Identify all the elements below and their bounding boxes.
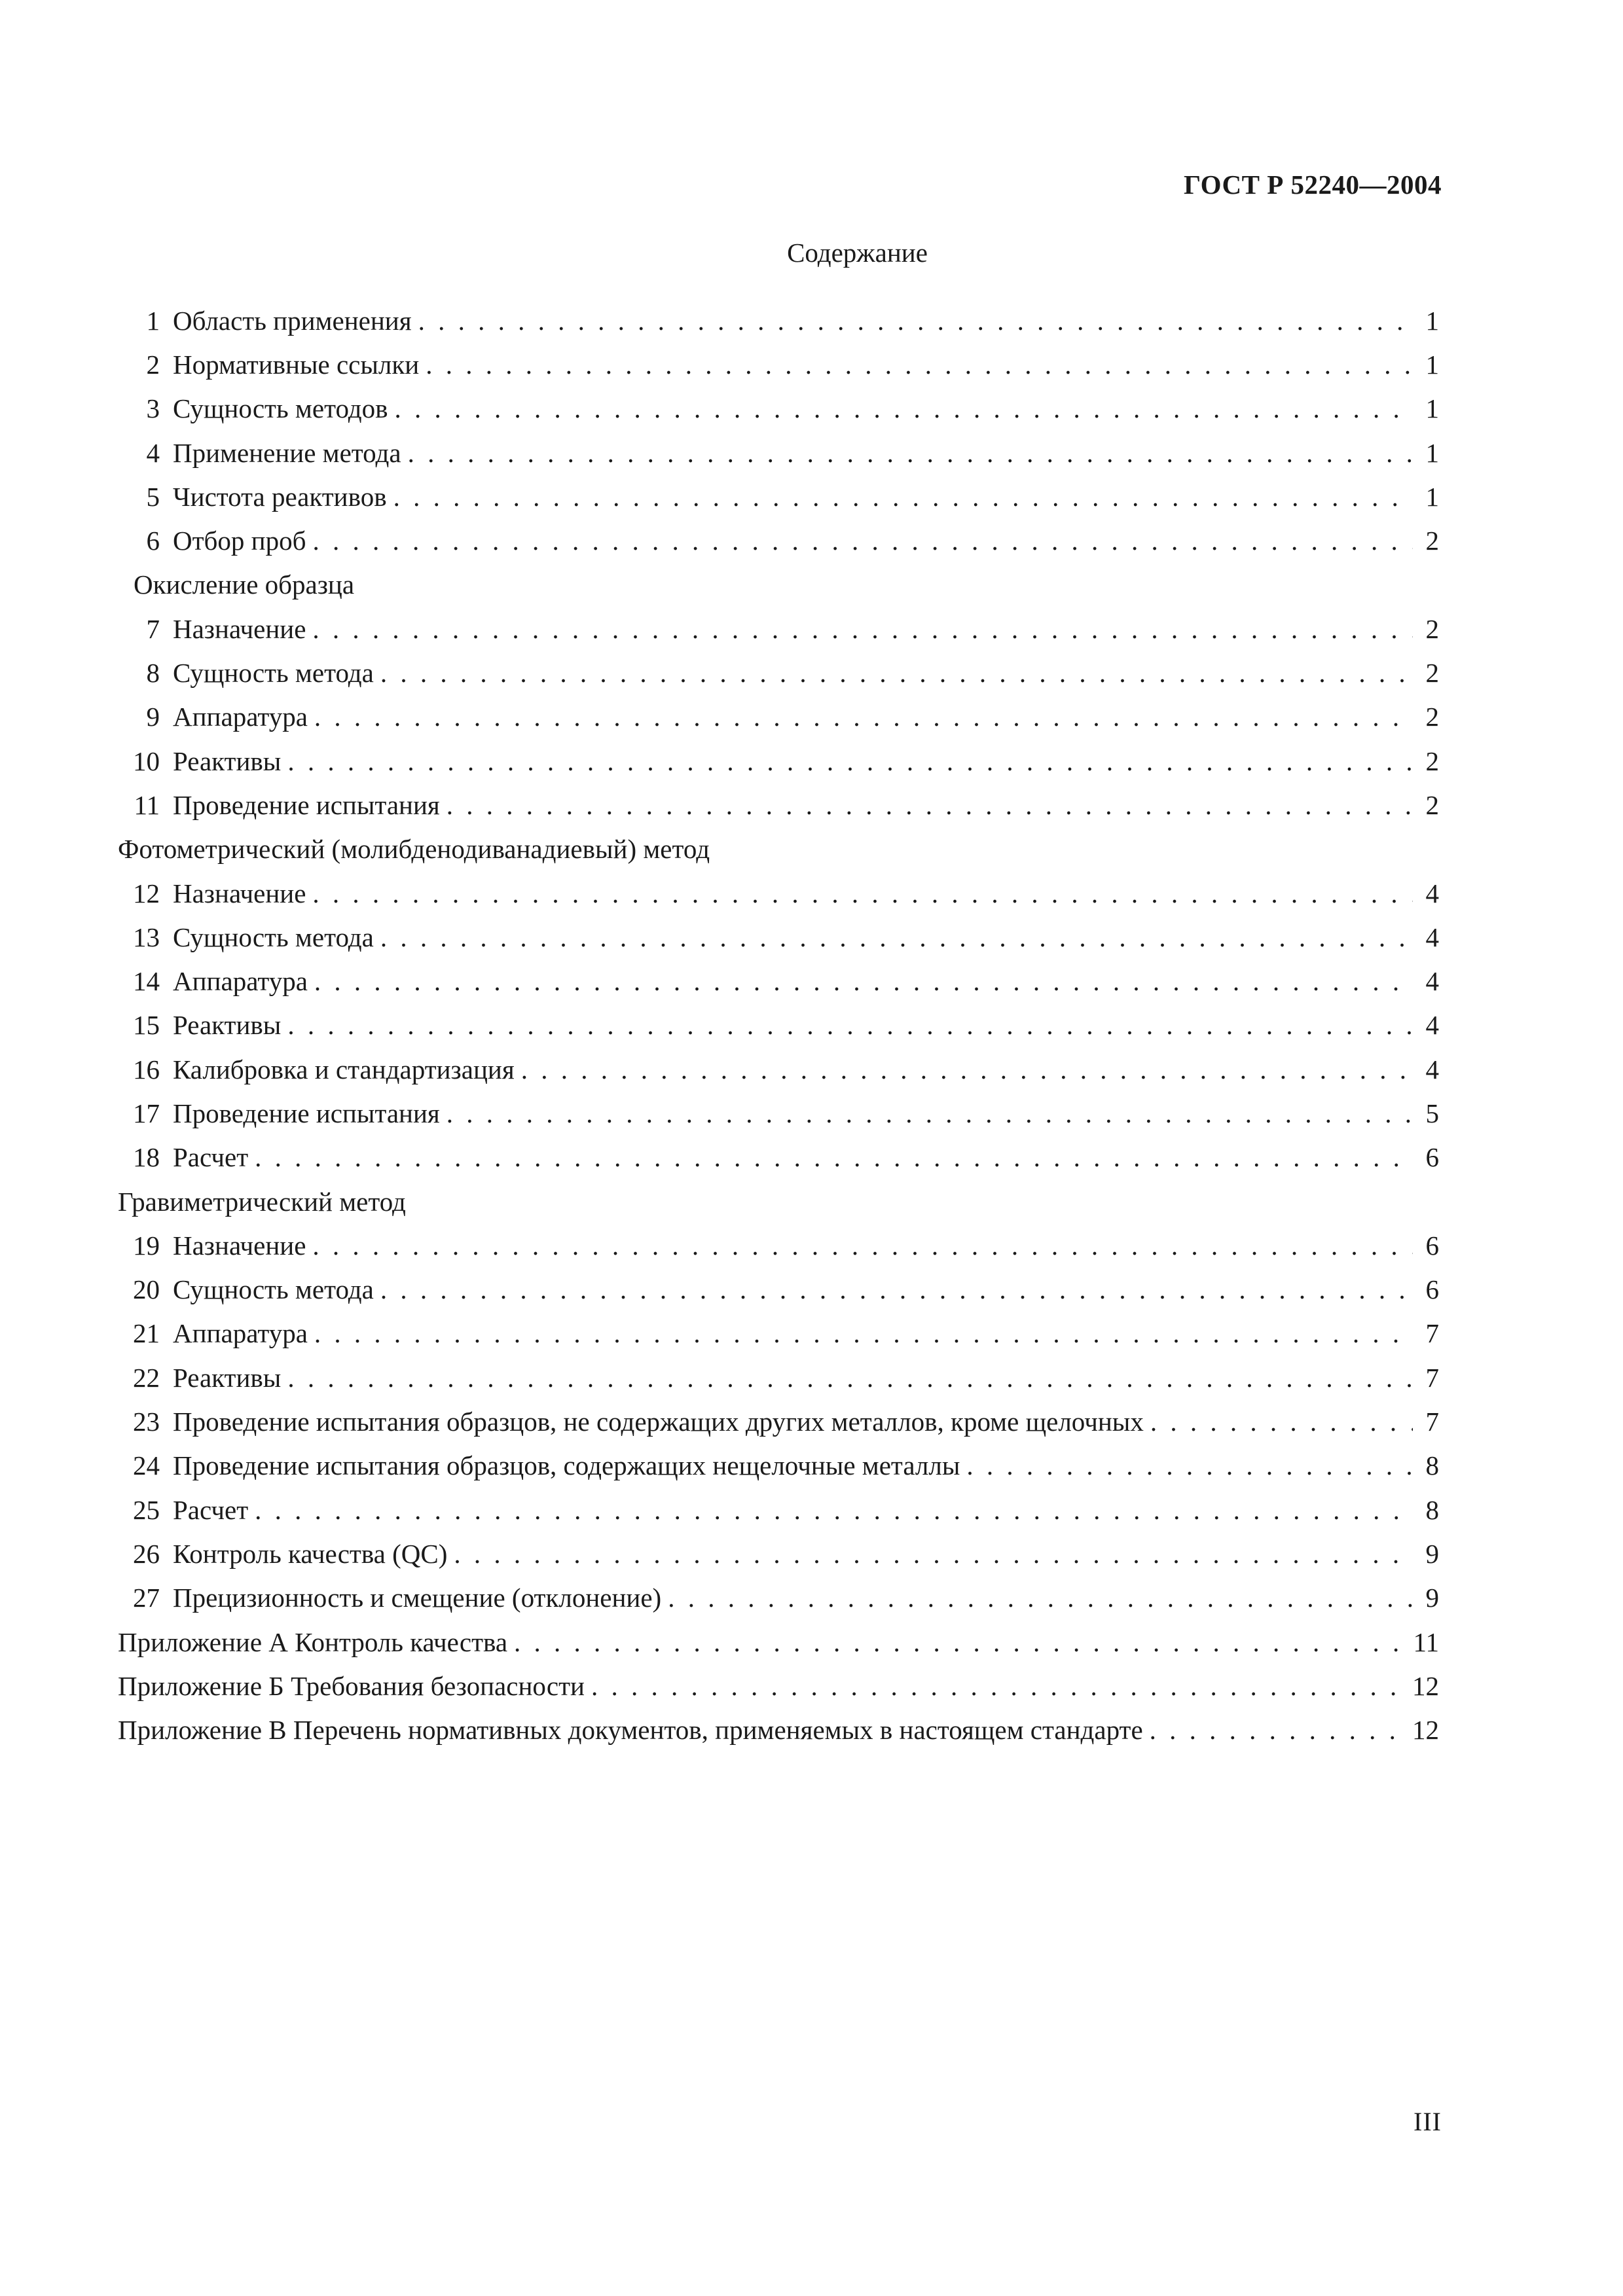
toc-entry-label: Приложение А Контроль качества xyxy=(118,1626,508,1657)
toc-entry-number: 4 xyxy=(146,437,160,468)
toc-entry-number: 24 xyxy=(133,1450,160,1481)
toc-entry-label: Окисление образца xyxy=(134,569,355,600)
toc-leader-dots xyxy=(408,437,1413,469)
toc-leader-dots xyxy=(255,1494,1413,1526)
toc-entry-number: 22 xyxy=(133,1362,160,1393)
toc-entry-page: 7 xyxy=(1425,1318,1439,1349)
toc-leader-dots xyxy=(514,1626,1406,1658)
toc-entry[interactable] xyxy=(118,387,1439,431)
toc-entry-label: Назначение xyxy=(173,878,306,908)
toc-entry[interactable] xyxy=(118,651,1439,694)
toc-leader-dots xyxy=(312,878,1413,909)
toc-entry-number: 3 xyxy=(146,393,160,424)
toc-entry-page: 6 xyxy=(1425,1230,1439,1261)
toc-entry-label: Реактивы xyxy=(173,1010,282,1041)
toc-entry[interactable] xyxy=(118,1136,1439,1179)
toc-entry-label: Проведение испытания образцов, не содержащих других металлов, кроме щелочных xyxy=(173,1407,1144,1437)
toc-leader-dots xyxy=(255,1141,1413,1173)
toc-entry-number: 16 xyxy=(133,1054,160,1085)
toc-entry-number: 20 xyxy=(133,1274,160,1305)
toc-entry-label: Калибровка и стандартизация xyxy=(173,1054,515,1085)
toc-entry-number: 14 xyxy=(133,966,160,997)
toc-leader-dots xyxy=(668,1582,1413,1613)
toc-appendix-entry[interactable] xyxy=(118,1620,1439,1664)
toc-entry-label: Проведение испытания xyxy=(173,789,440,820)
toc-leader-dots xyxy=(314,965,1413,997)
toc-entry-page: 12 xyxy=(1412,1670,1439,1701)
toc-entry-label: Приложение Б Требования безопасности xyxy=(118,1670,585,1701)
toc-leader-dots xyxy=(966,1450,1413,1481)
toc-entry-label: Контроль качества (QC) xyxy=(173,1538,448,1569)
toc-entry[interactable] xyxy=(118,739,1439,783)
toc-entry[interactable] xyxy=(118,1444,1439,1488)
toc-entry[interactable] xyxy=(118,959,1439,1003)
toc-leader-dots xyxy=(287,745,1413,777)
toc-entry-page: 4 xyxy=(1425,922,1439,952)
toc-entry[interactable] xyxy=(118,1576,1439,1620)
toc-entry[interactable] xyxy=(118,1488,1439,1532)
toc-entry[interactable] xyxy=(118,1355,1439,1399)
toc-entry[interactable] xyxy=(118,431,1439,475)
toc-leader-dots xyxy=(312,613,1413,645)
toc-entry-page: 8 xyxy=(1425,1450,1439,1481)
toc-entry-number: 8 xyxy=(146,658,160,689)
toc-leader-dots xyxy=(380,922,1413,953)
toc-entry[interactable] xyxy=(118,1312,1439,1355)
toc-section-heading[interactable] xyxy=(118,563,1439,607)
toc-entry[interactable] xyxy=(118,518,1439,562)
toc-entry-number: 27 xyxy=(133,1583,160,1613)
toc-appendix-entry[interactable] xyxy=(118,1664,1439,1708)
toc-entry[interactable] xyxy=(118,1091,1439,1135)
toc-entry-page: 6 xyxy=(1425,1142,1439,1173)
toc-entry-label: Сущность метода xyxy=(173,1274,374,1305)
table-of-contents xyxy=(118,298,1439,1752)
toc-entry-label: Отбор проб xyxy=(173,526,306,556)
toc-entry-number: 11 xyxy=(134,789,160,820)
toc-entry-page: 12 xyxy=(1412,1715,1439,1746)
toc-entry-number: 15 xyxy=(133,1010,160,1041)
toc-entry-page: 2 xyxy=(1425,613,1439,644)
toc-entry-page: 1 xyxy=(1425,437,1439,468)
toc-entry-page: 4 xyxy=(1425,1010,1439,1041)
toc-entry-number: 2 xyxy=(146,349,160,380)
toc-leader-dots xyxy=(1150,1406,1413,1437)
toc-entry-label: Аппаратура xyxy=(173,966,308,997)
toc-entry-label: Расчет xyxy=(173,1142,249,1173)
toc-leader-dots xyxy=(287,1009,1413,1041)
toc-entry-label: Прецизионность и смещение (отклонение) xyxy=(173,1583,662,1613)
toc-entry-label: Приложение В Перечень нормативных документов, применяемых в настоящем стандарте xyxy=(118,1715,1143,1746)
toc-leader-dots xyxy=(1150,1714,1406,1746)
toc-entry[interactable] xyxy=(118,1268,1439,1312)
toc-title: Содержание xyxy=(787,238,928,268)
toc-entry[interactable] xyxy=(118,1532,1439,1575)
toc-entry-label: Назначение xyxy=(173,613,306,644)
toc-entry-page: 2 xyxy=(1425,789,1439,820)
toc-entry[interactable] xyxy=(118,607,1439,651)
toc-entry-number: 19 xyxy=(133,1230,160,1261)
toc-entry-page: 1 xyxy=(1425,305,1439,336)
toc-entry-label: Расчет xyxy=(173,1494,249,1525)
toc-leader-dots xyxy=(394,393,1413,424)
toc-entry-page: 1 xyxy=(1425,349,1439,380)
toc-leader-dots xyxy=(521,1054,1413,1085)
toc-entry-number: 26 xyxy=(133,1538,160,1569)
toc-entry-label: Реактивы xyxy=(173,745,282,776)
toc-entry-label: Реактивы xyxy=(173,1362,282,1393)
toc-entry-page: 7 xyxy=(1425,1362,1439,1393)
toc-entry-number: 25 xyxy=(133,1494,160,1525)
toc-leader-dots xyxy=(380,1274,1413,1305)
toc-entry-page: 9 xyxy=(1425,1538,1439,1569)
toc-entry-page: 1 xyxy=(1425,393,1439,424)
toc-section-heading[interactable] xyxy=(118,827,1439,871)
document-code: ГОСТ Р 52240—2004 xyxy=(1184,170,1442,200)
toc-section-heading[interactable] xyxy=(118,1179,1439,1223)
toc-entry-label: Область применения xyxy=(173,305,412,336)
toc-entry-page: 2 xyxy=(1425,745,1439,776)
toc-entry-page: 2 xyxy=(1425,702,1439,732)
toc-entry-label: Назначение xyxy=(173,1230,306,1261)
toc-entry-page: 4 xyxy=(1425,966,1439,997)
toc-entry-label: Проведение испытания образцов, содержащих нещелочные металлы xyxy=(173,1450,960,1481)
toc-entry-page: 11 xyxy=(1413,1626,1439,1657)
toc-leader-dots xyxy=(312,525,1413,556)
toc-entry-number: 1 xyxy=(146,305,160,336)
toc-entry-number: 13 xyxy=(133,922,160,952)
toc-entry-label: Применение метода xyxy=(173,437,401,468)
toc-entry-label: Фотометрический (молибденодиванадиевый) метод xyxy=(118,834,710,865)
toc-entry[interactable] xyxy=(118,298,1439,342)
toc-entry-number: 21 xyxy=(133,1318,160,1349)
toc-entry-page: 1 xyxy=(1425,481,1439,512)
toc-leader-dots xyxy=(287,1362,1413,1393)
toc-entry-label: Проведение испытания xyxy=(173,1098,440,1128)
toc-leader-dots xyxy=(418,305,1413,336)
toc-entry-page: 4 xyxy=(1425,1054,1439,1085)
toc-entry-page: 9 xyxy=(1425,1583,1439,1613)
toc-entry[interactable] xyxy=(118,783,1439,827)
toc-entry-label: Чистота реактивов xyxy=(173,481,387,512)
toc-entry-label: Нормативные ссылки xyxy=(173,349,420,380)
toc-entry[interactable] xyxy=(118,871,1439,915)
toc-leader-dots xyxy=(447,789,1413,821)
toc-leader-dots xyxy=(447,1098,1413,1129)
toc-entry[interactable] xyxy=(118,695,1439,739)
toc-leader-dots xyxy=(314,701,1413,732)
toc-entry-number: 7 xyxy=(146,613,160,644)
toc-entry-page: 2 xyxy=(1425,658,1439,689)
toc-entry-number: 6 xyxy=(146,526,160,556)
toc-entry-number: 17 xyxy=(133,1098,160,1128)
toc-entry[interactable] xyxy=(118,1223,1439,1267)
toc-entry-page: 5 xyxy=(1425,1098,1439,1128)
toc-entry-label: Сущность метода xyxy=(173,658,374,689)
toc-entry-number: 18 xyxy=(133,1142,160,1173)
toc-entry-number: 10 xyxy=(133,745,160,776)
toc-entry[interactable] xyxy=(118,1003,1439,1047)
toc-entry-label: Аппаратура xyxy=(173,702,308,732)
toc-entry-label: Сущность методов xyxy=(173,393,388,424)
toc-entry-page: 8 xyxy=(1425,1494,1439,1525)
toc-leader-dots xyxy=(314,1318,1413,1349)
toc-entry-number: 9 xyxy=(146,702,160,732)
toc-leader-dots xyxy=(380,657,1413,689)
toc-leader-dots xyxy=(454,1538,1413,1570)
toc-leader-dots xyxy=(393,481,1413,512)
toc-entry-page: 7 xyxy=(1425,1407,1439,1437)
toc-entry[interactable] xyxy=(118,1399,1439,1443)
toc-leader-dots xyxy=(591,1670,1406,1702)
toc-entry-label: Сущность метода xyxy=(173,922,374,952)
toc-leader-dots xyxy=(426,349,1413,380)
toc-entry-label: Аппаратура xyxy=(173,1318,308,1349)
toc-appendix-entry[interactable] xyxy=(118,1708,1439,1752)
toc-entry[interactable] xyxy=(118,915,1439,959)
toc-entry-page: 2 xyxy=(1425,526,1439,556)
page-number: III xyxy=(1413,2107,1442,2136)
toc-entry-label: Гравиметрический метод xyxy=(118,1186,406,1217)
toc-entry[interactable] xyxy=(118,1047,1439,1091)
toc-leader-dots xyxy=(312,1230,1413,1261)
toc-entry[interactable] xyxy=(118,342,1439,386)
toc-entry-page: 4 xyxy=(1425,878,1439,908)
toc-entry-number: 23 xyxy=(133,1407,160,1437)
toc-entry-number: 12 xyxy=(133,878,160,908)
toc-entry[interactable] xyxy=(118,475,1439,518)
toc-entry-page: 6 xyxy=(1425,1274,1439,1305)
toc-entry-number: 5 xyxy=(146,481,160,512)
